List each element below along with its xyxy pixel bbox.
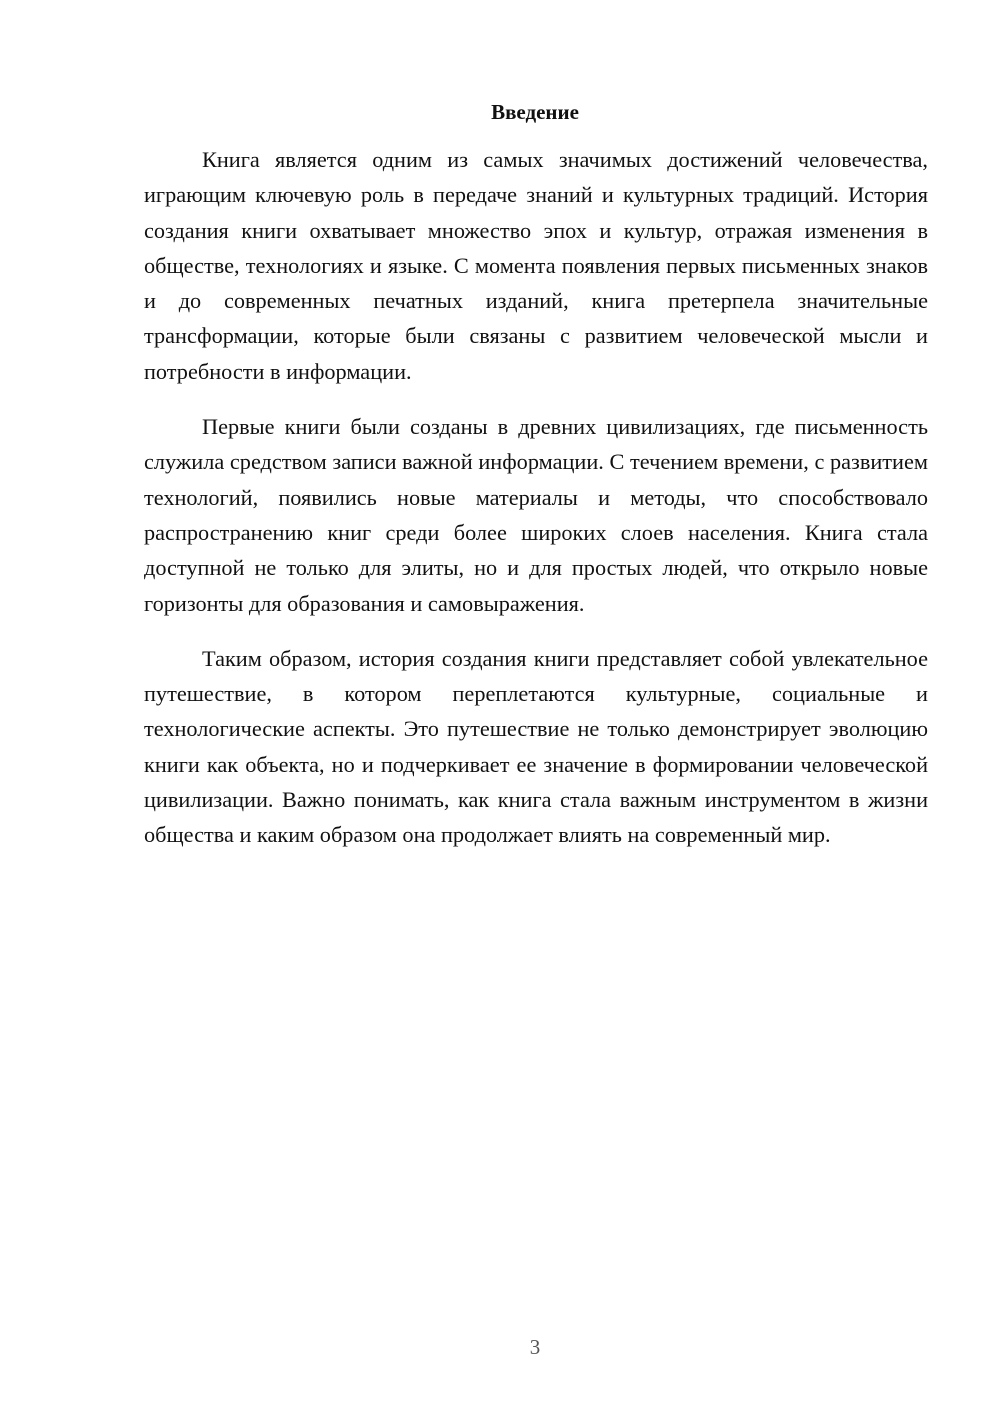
- page-number: 3: [529, 1335, 541, 1359]
- section-heading: Введение: [491, 100, 579, 124]
- paragraph-3: Таким образом, история создания книги представляет собой увлекательное путешествие, в котором переплетаются культурные, социальные и технологические аспекты. Это путешествие не только демонстрирует эволюцию книги как объекта, но и подчеркивает ее значение в формировании человеческой цивилизации. Важно понимать, как книга стала важным инструментом в жизни общества и каким образом она продолжает влиять на современный мир.: [144, 645, 928, 848]
- paragraph-2: Первые книги были созданы в древних цивилизациях, где письменность служила средством записи важной информации. С течением времени, с развитием технологий, появились новые материалы и методы, что способствовало распространению книг среди более широких слоев населения. Книга стала доступной не только для элиты, но и для простых людей, что открыло новые горизонты для образования и самовыражения.: [144, 414, 928, 616]
- paragraph-1: Книга является одним из самых значимых достижений человечества, играющим ключевую роль в передаче знаний и культурных традиций. История создания книги охватывает множество эпох и культур, отражая изменения в обществе, технологиях и языке. С момента появления первых письменных знаков и до современных печатных изданий, книга претерпела значительные трансформации, которые были связаны с развитием человеческой мысли и потребности в информации.: [144, 147, 928, 384]
- body-text: [144, 142, 928, 873]
